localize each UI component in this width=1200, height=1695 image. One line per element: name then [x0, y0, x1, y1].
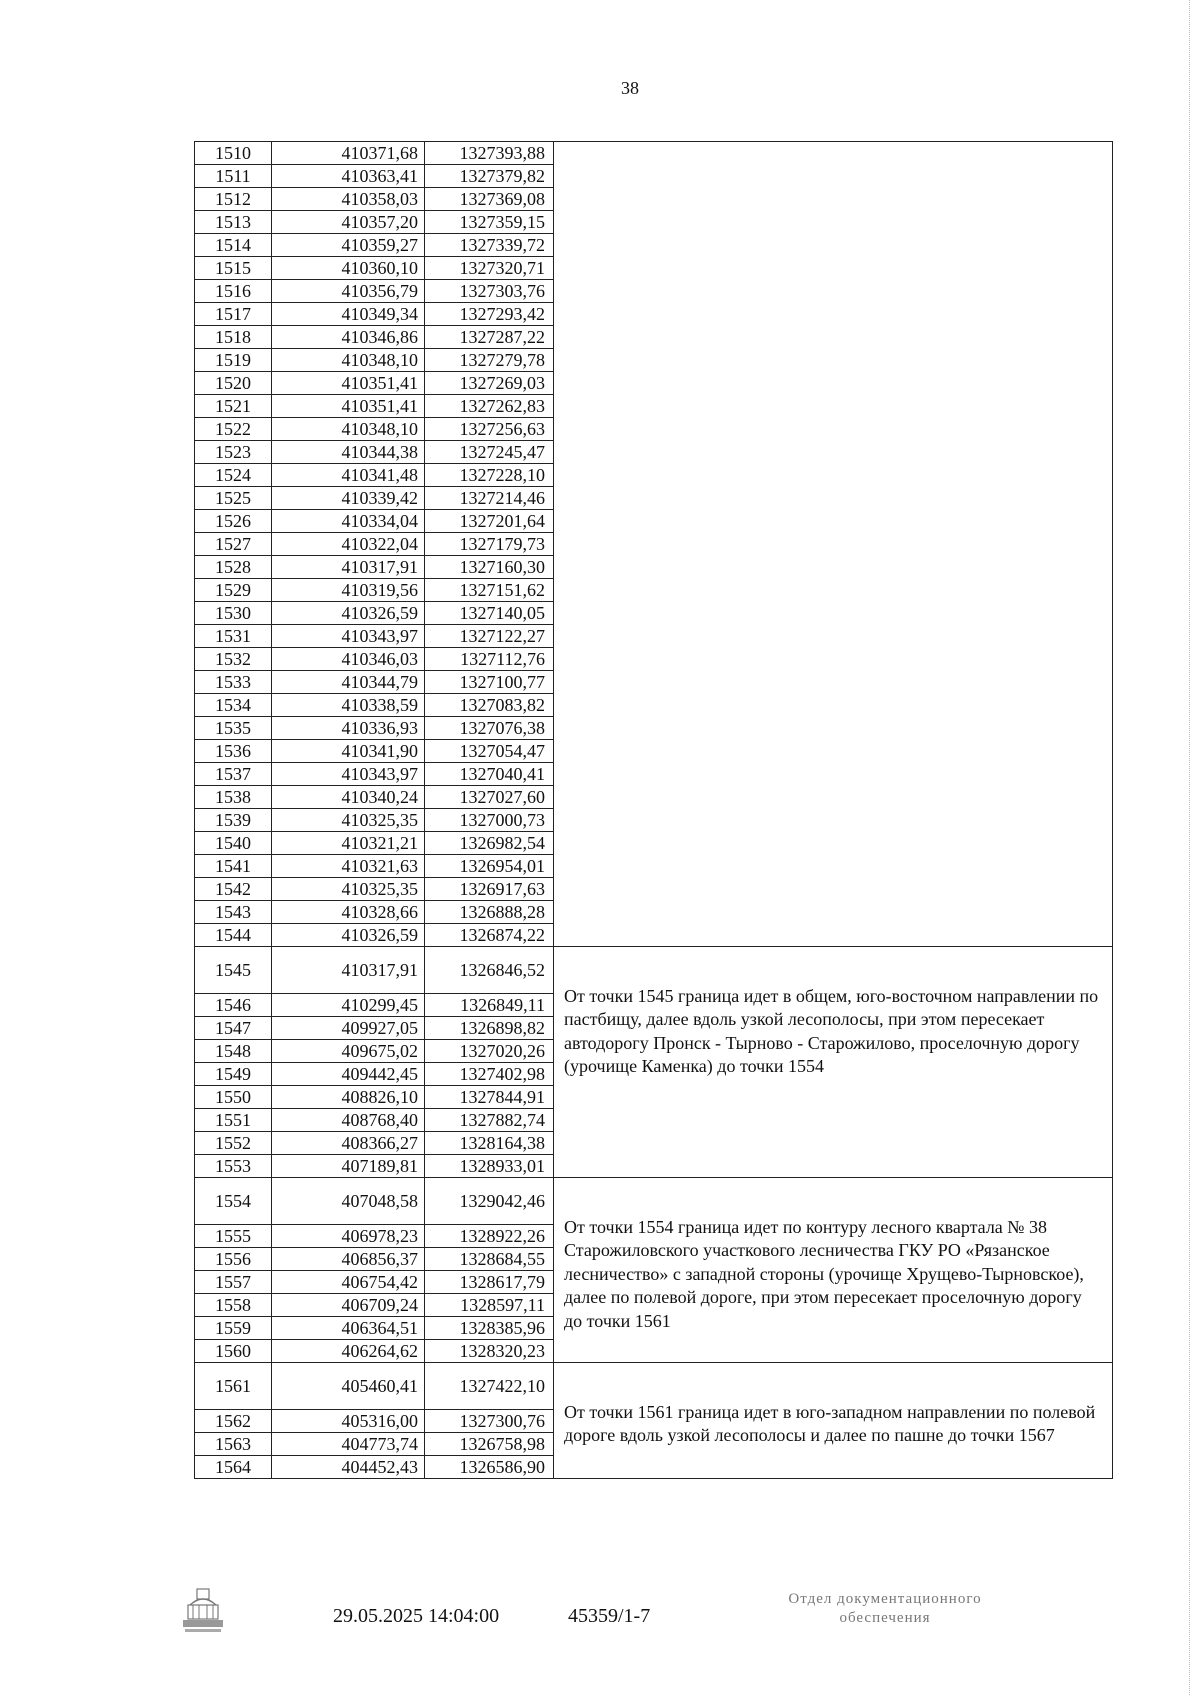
- point-number-cell: 1562: [195, 1410, 272, 1433]
- y-coordinate-cell: 1326846,52: [425, 947, 554, 994]
- point-number-cell: 1538: [195, 786, 272, 809]
- y-coordinate-cell: 1326874,22: [425, 924, 554, 947]
- table-row: [195, 947, 1113, 994]
- x-coordinate-cell: 410344,79: [272, 671, 425, 694]
- y-coordinate-cell: 1327040,41: [425, 763, 554, 786]
- boundary-description: От точки 1554 граница идет по контуру лесного квартала № 38 Старожиловского участкового лесничества ГКУ РО «Рязанское лесничество» с западной стороны (урочище Хрущево-Тырновское), далее по полевой дороге, при этом пересекает проселочную дорогу до точки 1561: [554, 1178, 1113, 1363]
- x-coordinate-cell: 408826,10: [272, 1086, 425, 1109]
- x-coordinate-cell: 406264,62: [272, 1340, 425, 1363]
- point-number-cell: 1545: [195, 947, 272, 994]
- boundary-description-empty: [554, 142, 1113, 947]
- y-coordinate-cell: 1327100,77: [425, 671, 554, 694]
- point-number-cell: 1552: [195, 1132, 272, 1155]
- x-coordinate-cell: 406364,51: [272, 1317, 425, 1340]
- duma-logo-icon: [180, 1587, 226, 1635]
- x-coordinate-cell: 409927,05: [272, 1017, 425, 1040]
- x-coordinate-cell: 410343,97: [272, 763, 425, 786]
- y-coordinate-cell: 1327027,60: [425, 786, 554, 809]
- x-coordinate-cell: 410341,90: [272, 740, 425, 763]
- y-coordinate-cell: 1327262,83: [425, 395, 554, 418]
- point-number-cell: 1559: [195, 1317, 272, 1340]
- y-coordinate-cell: 1327320,71: [425, 257, 554, 280]
- y-coordinate-cell: 1328933,01: [425, 1155, 554, 1178]
- x-coordinate-cell: 410325,35: [272, 878, 425, 901]
- x-coordinate-cell: 410336,93: [272, 717, 425, 740]
- y-coordinate-cell: 1327287,22: [425, 326, 554, 349]
- point-number-cell: 1558: [195, 1294, 272, 1317]
- table-row: [195, 1178, 1113, 1225]
- point-number-cell: 1564: [195, 1456, 272, 1479]
- y-coordinate-cell: 1326954,01: [425, 855, 554, 878]
- y-coordinate-cell: 1327300,76: [425, 1410, 554, 1433]
- x-coordinate-cell: 410344,38: [272, 441, 425, 464]
- y-coordinate-cell: 1327000,73: [425, 809, 554, 832]
- y-coordinate-cell: 1327402,98: [425, 1063, 554, 1086]
- x-coordinate-cell: 405460,41: [272, 1363, 425, 1410]
- x-coordinate-cell: 410358,03: [272, 188, 425, 211]
- y-coordinate-cell: 1327293,42: [425, 303, 554, 326]
- point-number-cell: 1539: [195, 809, 272, 832]
- stamp-line-2: обеспечения: [839, 1609, 931, 1626]
- x-coordinate-cell: 408768,40: [272, 1109, 425, 1132]
- point-number-cell: 1521: [195, 395, 272, 418]
- point-number-cell: 1533: [195, 671, 272, 694]
- point-number-cell: 1526: [195, 510, 272, 533]
- y-coordinate-cell: 1326917,63: [425, 878, 554, 901]
- point-number-cell: 1536: [195, 740, 272, 763]
- x-coordinate-cell: 410339,42: [272, 487, 425, 510]
- point-number-cell: 1529: [195, 579, 272, 602]
- point-number-cell: 1561: [195, 1363, 272, 1410]
- point-number-cell: 1527: [195, 533, 272, 556]
- point-number-cell: 1528: [195, 556, 272, 579]
- point-number-cell: 1530: [195, 602, 272, 625]
- x-coordinate-cell: 404452,43: [272, 1456, 425, 1479]
- y-coordinate-cell: 1327160,30: [425, 556, 554, 579]
- point-number-cell: 1510: [195, 142, 272, 165]
- point-number-cell: 1544: [195, 924, 272, 947]
- x-coordinate-cell: 410328,66: [272, 901, 425, 924]
- x-coordinate-cell: 410326,59: [272, 602, 425, 625]
- y-coordinate-cell: 1327228,10: [425, 464, 554, 487]
- x-coordinate-cell: 410321,21: [272, 832, 425, 855]
- point-number-cell: 1546: [195, 994, 272, 1017]
- point-number-cell: 1543: [195, 901, 272, 924]
- point-number-cell: 1542: [195, 878, 272, 901]
- x-coordinate-cell: 410357,20: [272, 211, 425, 234]
- y-coordinate-cell: 1328597,11: [425, 1294, 554, 1317]
- point-number-cell: 1514: [195, 234, 272, 257]
- x-coordinate-cell: 410351,41: [272, 395, 425, 418]
- x-coordinate-cell: 406754,42: [272, 1271, 425, 1294]
- y-coordinate-cell: 1326982,54: [425, 832, 554, 855]
- point-number-cell: 1532: [195, 648, 272, 671]
- y-coordinate-cell: 1327201,64: [425, 510, 554, 533]
- point-number-cell: 1525: [195, 487, 272, 510]
- y-coordinate-cell: 1327054,47: [425, 740, 554, 763]
- x-coordinate-cell: 406856,37: [272, 1248, 425, 1271]
- y-coordinate-cell: 1328164,38: [425, 1132, 554, 1155]
- y-coordinate-cell: 1327214,46: [425, 487, 554, 510]
- y-coordinate-cell: 1327020,26: [425, 1040, 554, 1063]
- footer-doc-number: 45359/1-7: [568, 1605, 651, 1627]
- coordinates-table-wrap: [194, 141, 1113, 1479]
- point-number-cell: 1537: [195, 763, 272, 786]
- y-coordinate-cell: 1327303,76: [425, 280, 554, 303]
- point-number-cell: 1519: [195, 349, 272, 372]
- x-coordinate-cell: 410326,59: [272, 924, 425, 947]
- page-number: 38: [621, 78, 639, 98]
- point-number-cell: 1531: [195, 625, 272, 648]
- x-coordinate-cell: 410341,48: [272, 464, 425, 487]
- x-coordinate-cell: 406709,24: [272, 1294, 425, 1317]
- y-coordinate-cell: 1327369,08: [425, 188, 554, 211]
- point-number-cell: 1547: [195, 1017, 272, 1040]
- x-coordinate-cell: 410363,41: [272, 165, 425, 188]
- point-number-cell: 1548: [195, 1040, 272, 1063]
- point-number-cell: 1518: [195, 326, 272, 349]
- y-coordinate-cell: 1328320,23: [425, 1340, 554, 1363]
- x-coordinate-cell: 410321,63: [272, 855, 425, 878]
- y-coordinate-cell: 1327882,74: [425, 1109, 554, 1132]
- y-coordinate-cell: 1327393,88: [425, 142, 554, 165]
- x-coordinate-cell: 410343,97: [272, 625, 425, 648]
- y-coordinate-cell: 1327112,76: [425, 648, 554, 671]
- point-number-cell: 1541: [195, 855, 272, 878]
- y-coordinate-cell: 1327279,78: [425, 349, 554, 372]
- y-coordinate-cell: 1327179,73: [425, 533, 554, 556]
- x-coordinate-cell: 410325,35: [272, 809, 425, 832]
- point-number-cell: 1515: [195, 257, 272, 280]
- x-coordinate-cell: 410371,68: [272, 142, 425, 165]
- x-coordinate-cell: 410317,91: [272, 556, 425, 579]
- point-number-cell: 1540: [195, 832, 272, 855]
- y-coordinate-cell: 1327245,47: [425, 441, 554, 464]
- point-number-cell: 1563: [195, 1433, 272, 1456]
- point-number-cell: 1520: [195, 372, 272, 395]
- point-number-cell: 1550: [195, 1086, 272, 1109]
- table-row: [195, 142, 1113, 165]
- y-coordinate-cell: 1328684,55: [425, 1248, 554, 1271]
- x-coordinate-cell: 410319,56: [272, 579, 425, 602]
- point-number-cell: 1557: [195, 1271, 272, 1294]
- x-coordinate-cell: 410338,59: [272, 694, 425, 717]
- point-number-cell: 1556: [195, 1248, 272, 1271]
- x-coordinate-cell: 407189,81: [272, 1155, 425, 1178]
- x-coordinate-cell: 410322,04: [272, 533, 425, 556]
- point-number-cell: 1513: [195, 211, 272, 234]
- y-coordinate-cell: 1327140,05: [425, 602, 554, 625]
- y-coordinate-cell: 1329042,46: [425, 1178, 554, 1225]
- point-number-cell: 1516: [195, 280, 272, 303]
- point-number-cell: 1524: [195, 464, 272, 487]
- point-number-cell: 1553: [195, 1155, 272, 1178]
- y-coordinate-cell: 1326888,28: [425, 901, 554, 924]
- y-coordinate-cell: 1327076,38: [425, 717, 554, 740]
- y-coordinate-cell: 1327422,10: [425, 1363, 554, 1410]
- y-coordinate-cell: 1327844,91: [425, 1086, 554, 1109]
- x-coordinate-cell: 410346,03: [272, 648, 425, 671]
- x-coordinate-cell: 407048,58: [272, 1178, 425, 1225]
- y-coordinate-cell: 1328617,79: [425, 1271, 554, 1294]
- x-coordinate-cell: 410359,27: [272, 234, 425, 257]
- point-number-cell: 1555: [195, 1225, 272, 1248]
- x-coordinate-cell: 405316,00: [272, 1410, 425, 1433]
- y-coordinate-cell: 1326586,90: [425, 1456, 554, 1479]
- x-coordinate-cell: 410317,91: [272, 947, 425, 994]
- y-coordinate-cell: 1327339,72: [425, 234, 554, 257]
- y-coordinate-cell: 1326898,82: [425, 1017, 554, 1040]
- boundary-description: От точки 1545 граница идет в общем, юго-восточном направлении по пастбищу, далее вдоль узкой лесополосы, при этом пересекает автодорогу Пронск - Тырново - Старожилово, проселочную дорогу (урочище Каменка) до точки 1554: [554, 947, 1113, 1178]
- stamp-line-1: Отдел документационного: [788, 1591, 982, 1607]
- x-coordinate-cell: 409442,45: [272, 1063, 425, 1086]
- point-number-cell: 1551: [195, 1109, 272, 1132]
- y-coordinate-cell: 1327151,62: [425, 579, 554, 602]
- scan-margin: [1189, 0, 1200, 1695]
- y-coordinate-cell: 1328922,26: [425, 1225, 554, 1248]
- point-number-cell: 1522: [195, 418, 272, 441]
- x-coordinate-cell: 410346,86: [272, 326, 425, 349]
- point-number-cell: 1523: [195, 441, 272, 464]
- y-coordinate-cell: 1328385,96: [425, 1317, 554, 1340]
- point-number-cell: 1511: [195, 165, 272, 188]
- point-number-cell: 1517: [195, 303, 272, 326]
- x-coordinate-cell: 410349,34: [272, 303, 425, 326]
- boundary-description: От точки 1561 граница идет в юго-западном направлении по полевой дороге вдоль узкой лесополосы и далее по пашне до точки 1567: [554, 1363, 1113, 1479]
- x-coordinate-cell: 410360,10: [272, 257, 425, 280]
- point-number-cell: 1549: [195, 1063, 272, 1086]
- x-coordinate-cell: 410340,24: [272, 786, 425, 809]
- point-number-cell: 1535: [195, 717, 272, 740]
- y-coordinate-cell: 1327256,63: [425, 418, 554, 441]
- x-coordinate-cell: 404773,74: [272, 1433, 425, 1456]
- y-coordinate-cell: 1327359,15: [425, 211, 554, 234]
- x-coordinate-cell: 410348,10: [272, 349, 425, 372]
- point-number-cell: 1512: [195, 188, 272, 211]
- y-coordinate-cell: 1327379,82: [425, 165, 554, 188]
- department-stamp: [740, 1590, 1030, 1628]
- y-coordinate-cell: 1327083,82: [425, 694, 554, 717]
- x-coordinate-cell: 410351,41: [272, 372, 425, 395]
- y-coordinate-cell: 1326758,98: [425, 1433, 554, 1456]
- y-coordinate-cell: 1327122,27: [425, 625, 554, 648]
- point-number-cell: 1560: [195, 1340, 272, 1363]
- x-coordinate-cell: 410356,79: [272, 280, 425, 303]
- point-number-cell: 1534: [195, 694, 272, 717]
- y-coordinate-cell: 1327269,03: [425, 372, 554, 395]
- x-coordinate-cell: 410334,04: [272, 510, 425, 533]
- x-coordinate-cell: 408366,27: [272, 1132, 425, 1155]
- point-number-cell: 1554: [195, 1178, 272, 1225]
- coordinates-table: [194, 141, 1113, 1479]
- x-coordinate-cell: 410348,10: [272, 418, 425, 441]
- x-coordinate-cell: 409675,02: [272, 1040, 425, 1063]
- x-coordinate-cell: 406978,23: [272, 1225, 425, 1248]
- footer-date: 29.05.2025 14:04:00: [333, 1605, 500, 1627]
- y-coordinate-cell: 1326849,11: [425, 994, 554, 1017]
- table-row: [195, 1363, 1113, 1410]
- x-coordinate-cell: 410299,45: [272, 994, 425, 1017]
